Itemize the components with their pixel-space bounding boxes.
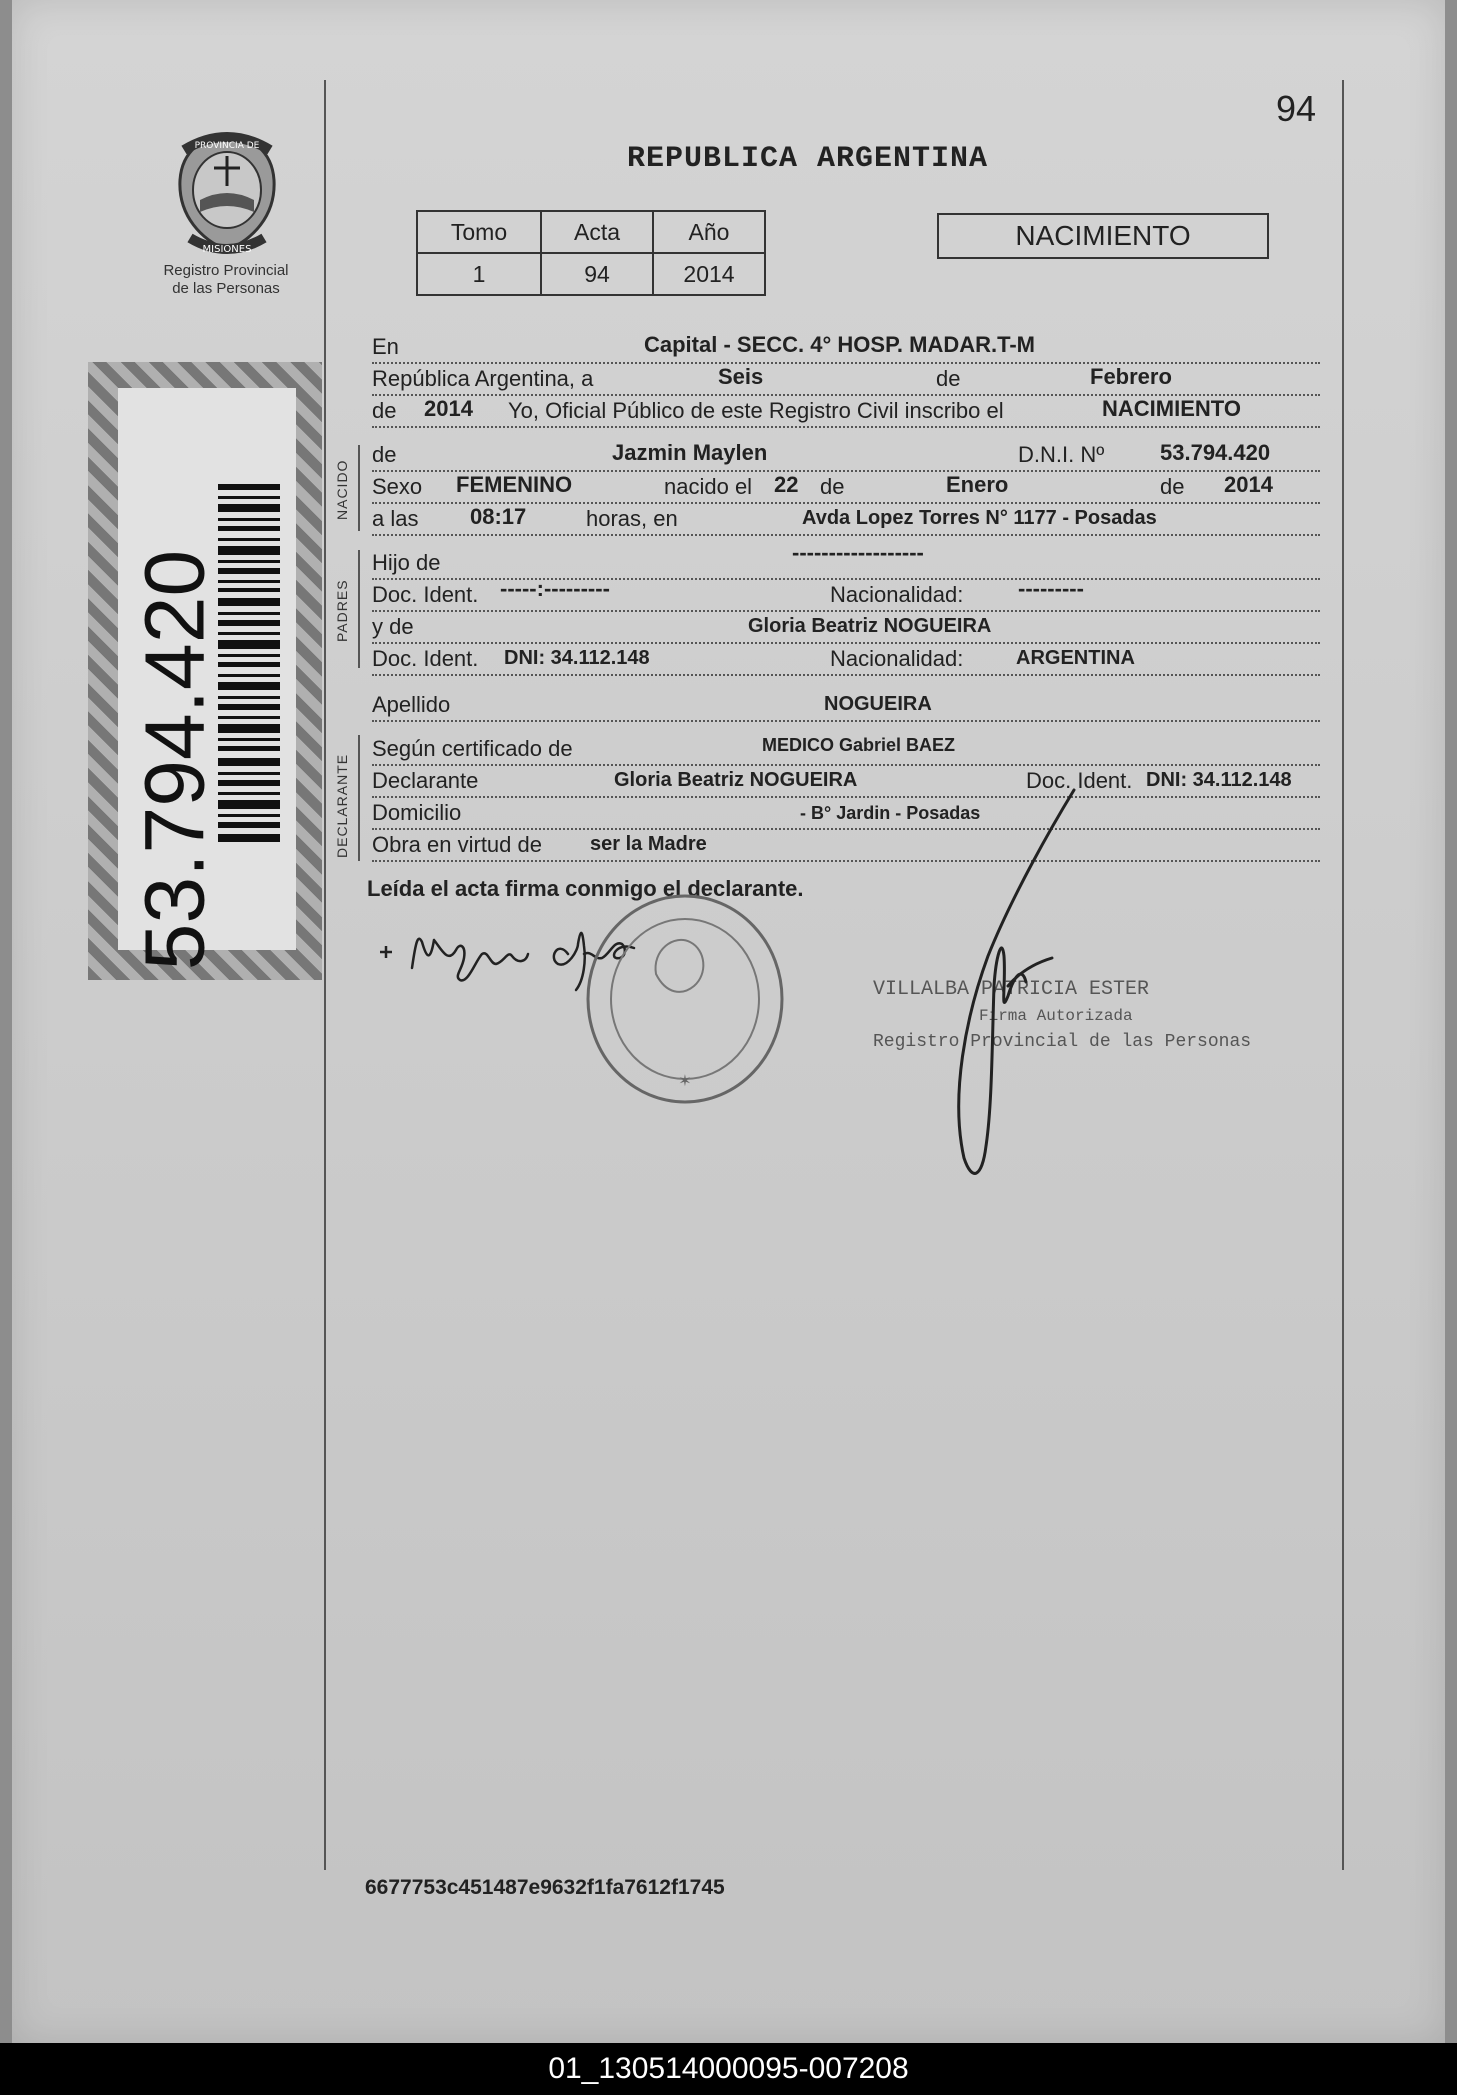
label-horas: horas, en — [586, 506, 678, 531]
value-doc1: -----:--------- — [500, 576, 610, 601]
label-yde: y de — [372, 614, 414, 639]
label-de3: de — [372, 442, 397, 467]
label-de2: de — [372, 398, 397, 423]
label-doc1: Doc. Ident. — [372, 582, 479, 607]
label-oficial: Yo, Oficial Público de este Registro Civil inscribo el — [508, 398, 1004, 423]
row-sexo — [372, 472, 1320, 504]
row-certificado — [372, 734, 1320, 766]
label-doc2: Doc. Ident. — [372, 646, 479, 671]
page-number: 94 — [1276, 88, 1317, 129]
value-en: Capital - SECC. 4° HOSP. MADAR.T-M — [644, 332, 1035, 357]
value-nac-mes: Enero — [946, 472, 1009, 497]
official-signature — [952, 786, 1092, 1182]
registry-caption-line-2: de las Personas — [172, 280, 280, 297]
label-de5: de — [1160, 474, 1185, 499]
value-doc3: DNI: 34.112.148 — [1146, 769, 1292, 791]
section-rule-padres — [358, 550, 360, 668]
value-domicilio: - B° Jardin - Posadas — [800, 803, 981, 823]
label-a-las: a las — [372, 506, 419, 531]
value-hijo: ------------------ — [792, 540, 924, 565]
label-republica: República Argentina, a — [372, 366, 594, 391]
document-type-box: NACIMIENTO — [937, 213, 1269, 259]
logo-top-text: PROVINCIA DE — [194, 141, 260, 151]
row-nombre — [372, 440, 1320, 472]
side-label-nacido: NACIDO — [334, 459, 350, 520]
document-hash: 6677753c451487e9632f1fa7612f1745 — [365, 1876, 725, 1899]
label-nac2: Nacionalidad: — [830, 646, 964, 671]
value-certificado: MEDICO Gabriel BAEZ — [762, 735, 956, 755]
side-label-declarante: DECLARANTE — [334, 753, 350, 858]
value-anio: 2014 — [424, 396, 473, 421]
acta-header: Acta — [541, 211, 653, 253]
acta-value: 94 — [541, 253, 653, 295]
label-obra: Obra en virtud de — [372, 832, 542, 857]
section-rule-nacido — [358, 445, 360, 531]
anio-header: Año — [653, 211, 765, 253]
tomo-value: 1 — [417, 253, 541, 295]
label-certificado: Según certificado de — [372, 736, 573, 761]
row-republica — [372, 364, 1320, 396]
official-stamp-role: Firma Autorizada — [979, 1007, 1133, 1025]
label-en: En — [372, 334, 399, 359]
logo-bottom-text: MISIONES — [202, 244, 252, 255]
reference-table — [416, 210, 766, 296]
left-margin-rule — [324, 80, 326, 1870]
row-doc2 — [372, 644, 1320, 676]
document-title: REPUBLICA ARGENTINA — [627, 142, 989, 176]
label-sexo: Sexo — [372, 474, 423, 499]
section-rule-declarante — [358, 735, 360, 861]
svg-text:✶: ✶ — [678, 1071, 692, 1090]
anio-value: 2014 — [653, 253, 765, 295]
row-declarante — [372, 766, 1320, 798]
barcode-icon — [218, 484, 280, 844]
hospital-seal-stamp — [582, 890, 788, 1108]
registry-caption — [152, 262, 300, 298]
row-madre — [372, 612, 1320, 644]
label-domicilio: Domicilio — [372, 800, 462, 825]
value-dia: Seis — [718, 364, 764, 389]
value-obra: ser la Madre — [590, 833, 707, 855]
row-en — [372, 332, 1320, 364]
value-inscribo: NACIMIENTO — [1102, 396, 1241, 421]
row-apellido — [372, 690, 1320, 722]
value-dni: 53.794.420 — [1160, 440, 1271, 465]
value-sexo: FEMENINO — [456, 472, 573, 497]
value-declarante: Gloria Beatriz NOGUEIRA — [614, 769, 858, 791]
row-obra — [372, 830, 1320, 862]
label-nacido: nacido el — [664, 474, 753, 499]
tomo-header: Tomo — [417, 211, 541, 253]
row-domicilio — [372, 798, 1320, 830]
official-stamp-registry: Registro Provincial de las Personas — [873, 1032, 1252, 1052]
value-apellido: NOGUEIRA — [824, 693, 932, 715]
value-madre: Gloria Beatriz NOGUEIRA — [748, 615, 992, 637]
label-de4: de — [820, 474, 845, 499]
value-mes: Febrero — [1090, 364, 1172, 389]
side-label-padres: PADRES — [334, 579, 350, 642]
value-doc2: DNI: 34.112.148 — [504, 647, 650, 669]
value-nac2: ARGENTINA — [1016, 647, 1135, 669]
value-hora: 08:17 — [470, 504, 527, 529]
label-hijo: Hijo de — [372, 550, 441, 575]
closing-statement: Leída el acta firma conmigo el declarante. — [367, 876, 804, 901]
row-inscribo — [372, 396, 1320, 428]
label-dni: D.N.I. Nº — [1018, 442, 1105, 467]
value-lugar: Avda Lopez Torres N° 1177 - Posadas — [802, 507, 1157, 529]
row-doc1 — [372, 576, 1320, 612]
row-hora — [372, 504, 1320, 536]
scan-footer-id: 01_130514000095-007208 — [0, 2043, 1457, 2095]
registry-caption-line-1: Registro Provincial — [163, 262, 289, 279]
label-declarante: Declarante — [372, 768, 479, 793]
value-nombre: Jazmin Maylen — [612, 440, 768, 465]
barcode-number: 53.794.420 — [127, 549, 222, 971]
label-nac1: Nacionalidad: — [830, 582, 964, 607]
value-nac1: --------- — [1018, 576, 1084, 601]
value-nac-dia: 22 — [774, 472, 799, 497]
label-apellido: Apellido — [372, 692, 451, 717]
official-stamp-name: VILLALBA PATRICIA ESTER — [873, 978, 1150, 1001]
value-nac-anio: 2014 — [1224, 472, 1273, 497]
label-de: de — [936, 366, 961, 391]
right-margin-rule — [1342, 80, 1344, 1870]
province-coat-of-arms-logo — [170, 128, 284, 258]
label-doc3: Doc. Ident. — [1026, 768, 1133, 793]
